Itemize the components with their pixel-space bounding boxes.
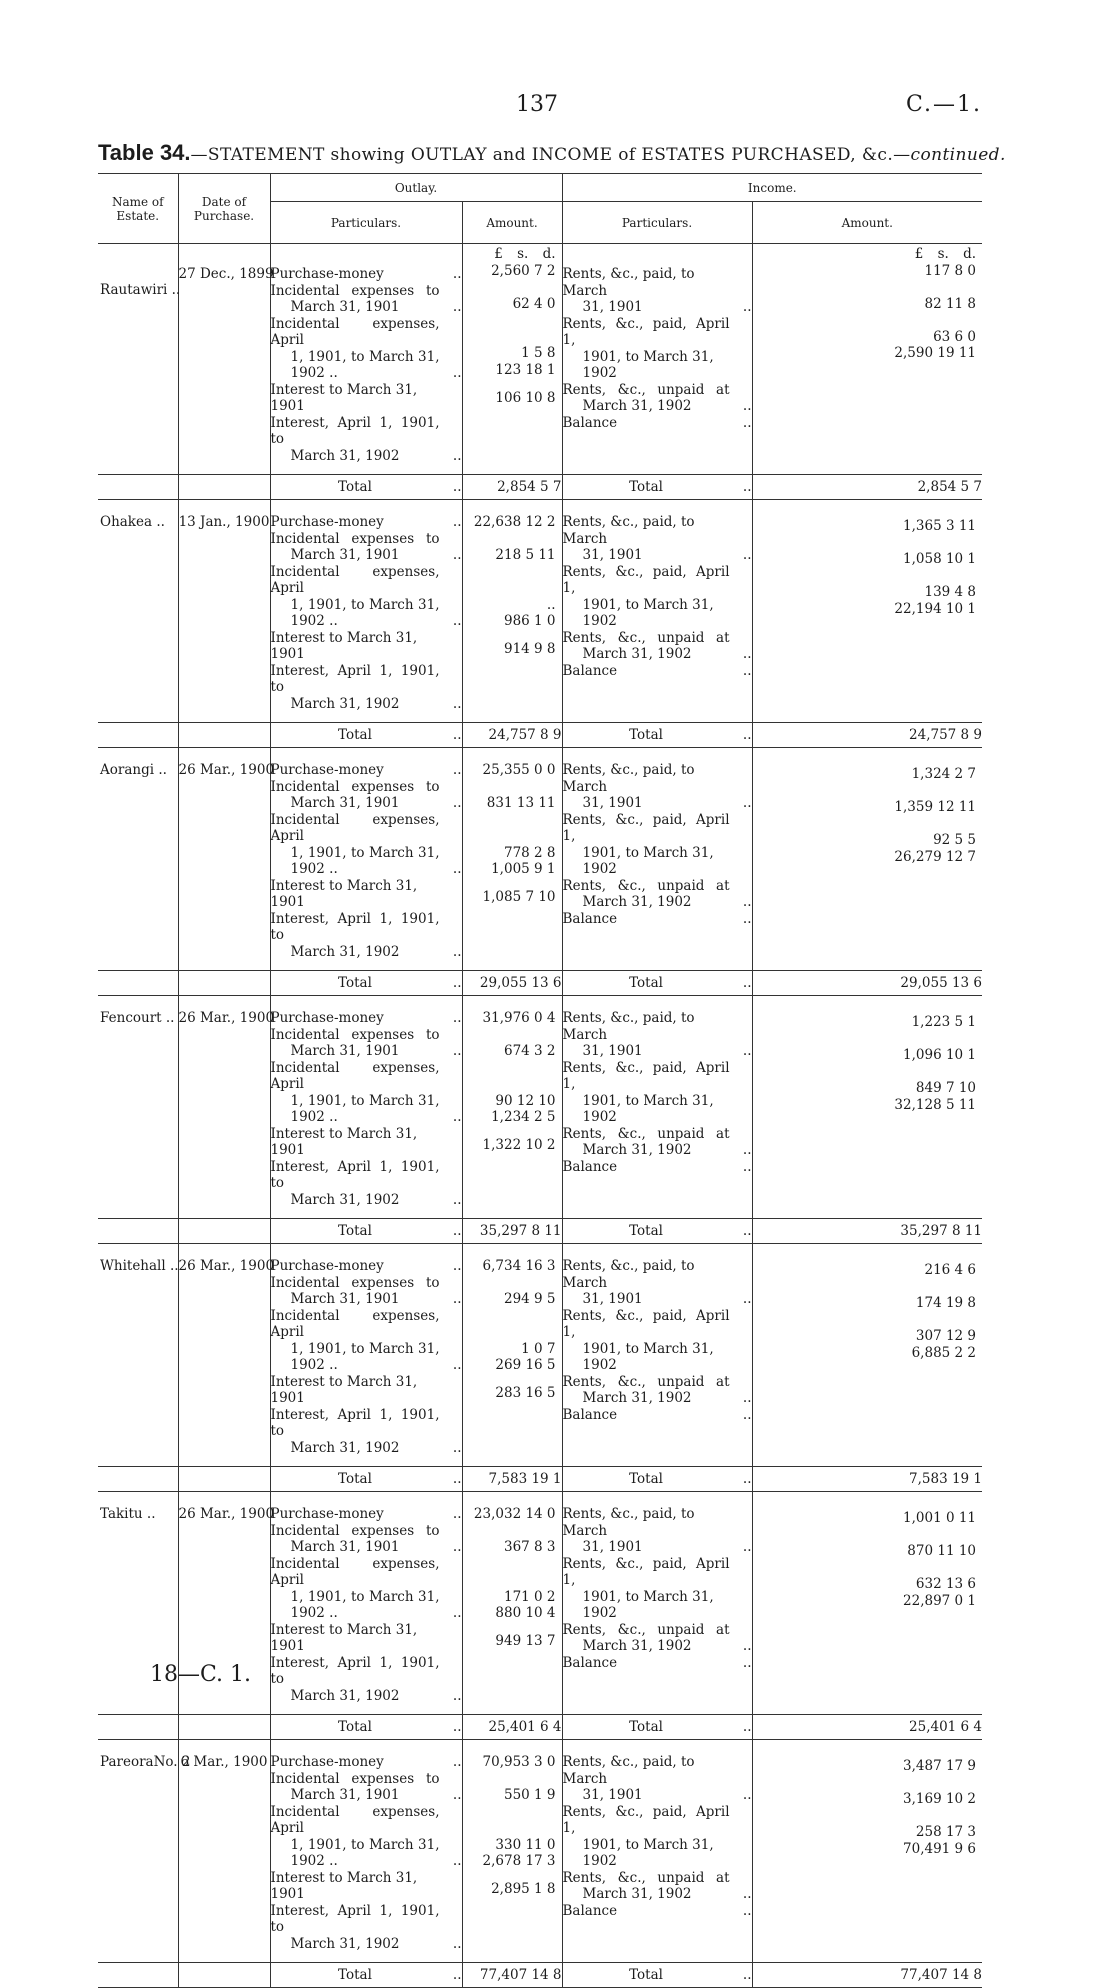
income-rents-paid-a-amount: 1,365 3 11 xyxy=(903,518,977,534)
income-rents-paid-a-amount: 216 4 6 xyxy=(924,1262,977,1278)
leader-dots: .. xyxy=(742,910,752,927)
incidental-b-label: Incidental expenses, April xyxy=(270,1555,440,1588)
balance-label: Balance .. xyxy=(562,1158,752,1175)
interest-a-label: Interest to March 31, 1901 xyxy=(270,381,418,414)
purchase-money-label: Purchase-money .. xyxy=(270,1258,462,1274)
outlay-interest-b-amount: 949 13 7 xyxy=(495,1633,556,1649)
total-label: Total xyxy=(629,1222,663,1239)
balance-label: Balance .. xyxy=(562,1406,752,1423)
total-label: Total xyxy=(629,1470,663,1487)
interest-a-label: Interest to March 31, 1901 xyxy=(270,877,418,910)
income-rents-paid-a-amount: 3,487 17 9 xyxy=(903,1758,977,1774)
leader-dots: .. xyxy=(452,1258,462,1274)
income-rents-paid-b-amount: 870 11 10 xyxy=(907,1543,977,1559)
leader-dots: .. xyxy=(742,1158,752,1175)
page-footer: 18—C. 1. xyxy=(150,1662,252,1687)
estate-row xyxy=(98,1252,982,1467)
estate-total-row: Total .. 25,401 6 4 Total .. 25,401 6 4 xyxy=(98,1715,982,1740)
balance-label: Balance .. xyxy=(562,662,752,679)
interest-b-label: Interest, April 1, 1901, to xyxy=(270,1902,440,1935)
total-label: Total xyxy=(629,1718,663,1735)
purchase-date: 13 Jan., 1900 xyxy=(178,514,270,530)
leader-dots: .. xyxy=(452,299,462,315)
leader-dots: .. xyxy=(452,762,462,778)
outlay-purchase-amount: 70,953 3 0 xyxy=(482,1754,556,1770)
leader-dots: .. xyxy=(452,1787,462,1803)
col-header-name: Name of Estate. xyxy=(98,174,178,244)
leader-dots: .. xyxy=(452,943,462,960)
col-group-outlay: Outlay. xyxy=(270,174,562,202)
total-label: Total xyxy=(338,974,372,991)
estate-name: Fencourt .. xyxy=(100,1010,175,1026)
total-label: Total xyxy=(338,1718,372,1735)
income-balance-amount: 32,128 5 11 xyxy=(894,1096,977,1113)
interest-b-label: Interest, April 1, 1901, to xyxy=(270,910,440,943)
incidental-a-label-2: March 31, 1901 .. xyxy=(290,299,462,315)
income-total-amount: 7,583 19 1 xyxy=(752,1467,982,1492)
rents-unpaid-label: Rents, &c., unpaid at xyxy=(562,1869,730,1886)
income-total-amount: 35,297 8 11 xyxy=(752,1219,982,1244)
incidental-a-label-2: March 31, 1901 .. xyxy=(290,1539,462,1555)
incidental-b-label-2: 1, 1901, to March 31, xyxy=(290,1092,440,1109)
interest-a-label: Interest to March 31, 1901 xyxy=(270,629,418,662)
leader-dots: .. xyxy=(452,266,462,282)
leader-dots: .. xyxy=(452,514,462,530)
total-label: Total xyxy=(629,478,663,495)
income-rents-unpaid-amount: 63 6 0 xyxy=(933,328,977,345)
total-label: Total xyxy=(629,974,663,991)
leader-dots: .. xyxy=(742,1902,752,1919)
total-label: Total xyxy=(338,726,372,743)
rents-paid-a-label: Rents, &c., paid, to March xyxy=(562,266,695,299)
currency-units: £ s. d. xyxy=(494,246,556,262)
income-rents-paid-a-amount: 1,001 0 11 xyxy=(903,1510,977,1526)
col-group-income: Income. xyxy=(562,174,982,202)
rents-unpaid-label: Rents, &c., unpaid at xyxy=(562,877,730,894)
incidental-b-label-3: 1902 .. .. xyxy=(290,1853,462,1869)
total-label: Total xyxy=(629,726,663,743)
income-rents-unpaid-amount: 632 13 6 xyxy=(915,1576,977,1592)
rents-paid-b-label-2: 1901, to March 31, 1902 xyxy=(582,1836,714,1869)
leader-dots: .. xyxy=(742,1390,752,1406)
incidental-a-label: Incidental expenses to xyxy=(270,1770,440,1787)
incidental-b-label-3: 1902 .. .. xyxy=(290,861,462,877)
leader-dots: .. xyxy=(742,662,752,679)
total-label: Total xyxy=(338,1966,372,1983)
income-rents-unpaid-amount: 849 7 10 xyxy=(915,1080,977,1096)
incidental-b-label-2: 1, 1901, to March 31, xyxy=(290,844,440,861)
leader-dots: .. xyxy=(452,1935,462,1952)
balance-label: Balance .. xyxy=(562,414,752,431)
rents-unpaid-label: Rents, &c., unpaid at xyxy=(562,629,730,646)
estate-row xyxy=(98,756,982,971)
outlay-total-amount: 35,297 8 11 xyxy=(462,1219,562,1244)
outlay-interest-a-amount: 269 16 5 xyxy=(495,1357,556,1373)
leader-dots: .. xyxy=(742,1291,752,1307)
outlay-purchase-amount: 23,032 14 0 xyxy=(473,1506,556,1522)
rents-paid-b-label: Rents, &c., paid, April 1, xyxy=(562,1059,730,1092)
rents-unpaid-label-2: March 31, 1902 .. xyxy=(582,894,752,910)
rents-paid-b-label-2: 1901, to March 31, 1902 xyxy=(582,1340,714,1373)
outlay-incidental-a-amount: 294 9 5 xyxy=(503,1291,556,1307)
incidental-a-label: Incidental expenses to xyxy=(270,530,440,547)
total-label: Total xyxy=(629,1966,663,1983)
rents-paid-b-label: Rents, &c., paid, April 1, xyxy=(562,1803,730,1836)
col-header-outlay-particulars: Particulars. xyxy=(270,202,462,244)
leader-dots: .. xyxy=(452,1043,462,1059)
table-caption: —STATEMENT showing OUTLAY and INCOME of ESTATES PURCHASED, &c.— xyxy=(190,145,911,165)
rents-paid-b-label: Rents, &c., paid, April 1, xyxy=(562,563,730,596)
estate-row xyxy=(98,1004,982,1219)
incidental-b-label-3: 1902 .. .. xyxy=(290,1109,462,1125)
income-balance-amount: 26,279 12 7 xyxy=(894,848,977,865)
income-balance-amount: 2,590 19 11 xyxy=(894,345,977,361)
leader-dots: .. xyxy=(742,547,752,563)
rents-paid-b-label: Rents, &c., paid, April 1, xyxy=(562,811,730,844)
estates-table xyxy=(98,173,982,1988)
outlay-incidental-b-amount: 1 0 7 xyxy=(521,1340,556,1357)
estate-name: Takitu .. xyxy=(100,1506,156,1522)
income-rents-unpaid-amount: 307 12 9 xyxy=(915,1328,977,1344)
estate-name: Aorangi .. xyxy=(100,762,167,778)
rents-paid-b-label-2: 1901, to March 31, 1902 xyxy=(582,1588,714,1621)
income-total-amount: 2,854 5 7 xyxy=(752,475,982,500)
rents-paid-a-label-2: 31, 1901 .. xyxy=(582,299,752,315)
outlay-purchase-amount: 25,355 0 0 xyxy=(482,762,556,778)
balance-label: Balance .. xyxy=(562,1902,752,1919)
incidental-b-label-3: 1902 .. .. xyxy=(290,1357,462,1373)
income-balance-amount: 6,885 2 2 xyxy=(911,1344,977,1361)
leader-dots: .. xyxy=(452,447,462,464)
col-header-outlay-amount: Amount. xyxy=(462,202,562,244)
purchase-money-label: Purchase-money .. xyxy=(270,266,462,282)
interest-b-label: Interest, April 1, 1901, to xyxy=(270,1654,440,1687)
document-reference: C.—1. xyxy=(906,92,983,117)
outlay-interest-b-amount: 2,895 1 8 xyxy=(491,1881,556,1897)
col-header-date: Date of Purchase. xyxy=(178,174,270,244)
outlay-total-amount: 7,583 19 1 xyxy=(462,1467,562,1492)
outlay-interest-b-amount: 1,085 7 10 xyxy=(482,889,556,905)
purchase-date: 26 Mar., 1900 xyxy=(178,1506,275,1522)
rents-paid-b-label-2: 1901, to March 31, 1902 xyxy=(582,1092,714,1125)
estate-name: Rautawiri .. xyxy=(100,282,181,298)
income-rents-paid-b-amount: 3,169 10 2 xyxy=(903,1791,977,1807)
leader-dots: .. xyxy=(452,1439,462,1456)
rents-paid-a-label-2: 31, 1901 .. xyxy=(582,1787,752,1803)
interest-b-label-2: March 31, 1902 .. xyxy=(290,943,462,960)
income-total-amount: 24,757 8 9 xyxy=(752,723,982,748)
income-balance-amount: 70,491 9 6 xyxy=(903,1840,977,1857)
total-label: Total xyxy=(338,478,372,495)
leader-dots: .. xyxy=(742,1638,752,1654)
incidental-a-label: Incidental expenses to xyxy=(270,282,440,299)
outlay-incidental-b-amount: 171 0 2 xyxy=(503,1588,556,1605)
purchase-money-label: Purchase-money .. xyxy=(270,514,462,530)
outlay-interest-b-amount: 106 10 8 xyxy=(495,389,556,406)
estate-total-row: Total .. 29,055 13 6 Total .. 29,055 13 6 xyxy=(98,971,982,996)
leader-dots: .. xyxy=(742,1142,752,1158)
interest-b-label: Interest, April 1, 1901, to xyxy=(270,414,440,447)
leader-dots: .. xyxy=(452,1687,462,1704)
currency-units: £ s. d. xyxy=(914,246,977,262)
interest-b-label: Interest, April 1, 1901, to xyxy=(270,662,440,695)
income-balance-amount: 22,194 10 1 xyxy=(894,600,977,617)
incidental-a-label-2: March 31, 1901 .. xyxy=(290,547,462,563)
outlay-incidental-b-amount: .. xyxy=(546,596,556,613)
rents-paid-b-label-2: 1901, to March 31, 1902 xyxy=(582,844,714,877)
income-rents-unpaid-amount: 92 5 5 xyxy=(933,832,977,848)
outlay-interest-b-amount: 1,322 10 2 xyxy=(482,1137,556,1153)
leader-dots: .. xyxy=(742,1886,752,1902)
purchase-date: 26 Mar., 1900 xyxy=(178,762,275,778)
incidental-a-label: Incidental expenses to xyxy=(270,778,440,795)
outlay-incidental-a-amount: 674 3 2 xyxy=(503,1043,556,1059)
income-rents-paid-b-amount: 1,096 10 1 xyxy=(903,1047,977,1063)
incidental-b-label-3: 1902 .. .. xyxy=(290,1605,462,1621)
interest-b-label-2: March 31, 1902 .. xyxy=(290,1687,462,1704)
purchase-money-label: Purchase-money .. xyxy=(270,1010,462,1026)
table-number: Table 34. xyxy=(98,140,191,165)
balance-label: Balance .. xyxy=(562,1654,752,1671)
incidental-b-label: Incidental expenses, April xyxy=(270,315,440,348)
outlay-total-amount: 25,401 6 4 xyxy=(462,1715,562,1740)
rents-unpaid-label: Rents, &c., unpaid at xyxy=(562,1373,730,1390)
rents-unpaid-label-2: March 31, 1902 .. xyxy=(582,1390,752,1406)
incidental-a-label: Incidental expenses to xyxy=(270,1274,440,1291)
leader-dots: .. xyxy=(742,1787,752,1803)
incidental-a-label: Incidental expenses to xyxy=(270,1522,440,1539)
outlay-incidental-a-amount: 62 4 0 xyxy=(512,295,556,312)
leader-dots: .. xyxy=(742,1539,752,1555)
leader-dots: .. xyxy=(452,695,462,712)
rents-paid-a-label-2: 31, 1901 .. xyxy=(582,547,752,563)
leader-dots: .. xyxy=(742,795,752,811)
leader-dots: .. xyxy=(742,398,752,414)
estate-name: Ohakea .. xyxy=(100,514,165,530)
estate-total-row: Total .. 77,407 14 8 Total .. 77,407 14 8 xyxy=(98,1963,982,1988)
rents-paid-a-label-2: 31, 1901 .. xyxy=(582,1291,752,1307)
outlay-interest-b-amount: 283 16 5 xyxy=(495,1385,556,1401)
incidental-b-label-2: 1, 1901, to March 31, xyxy=(290,1588,440,1605)
leader-dots: .. xyxy=(452,1539,462,1555)
incidental-b-label-2: 1, 1901, to March 31, xyxy=(290,596,440,613)
rents-unpaid-label-2: March 31, 1902 .. xyxy=(582,398,752,414)
purchase-money-label: Purchase-money .. xyxy=(270,762,462,778)
outlay-incidental-a-amount: 367 8 3 xyxy=(503,1539,556,1555)
total-label: Total xyxy=(338,1222,372,1239)
outlay-incidental-a-amount: 831 13 11 xyxy=(486,795,556,811)
interest-a-label: Interest to March 31, 1901 xyxy=(270,1869,418,1902)
incidental-b-label: Incidental expenses, April xyxy=(270,1803,440,1836)
rents-paid-b-label: Rents, &c., paid, April 1, xyxy=(562,315,730,348)
interest-a-label: Interest to March 31, 1901 xyxy=(270,1621,418,1654)
rents-paid-b-label: Rents, &c., paid, April 1, xyxy=(562,1307,730,1340)
interest-b-label-2: March 31, 1902 .. xyxy=(290,1935,462,1952)
rents-paid-a-label-2: 31, 1901 .. xyxy=(582,1539,752,1555)
incidental-b-label-2: 1, 1901, to March 31, xyxy=(290,348,440,365)
outlay-incidental-b-amount: 1 5 8 xyxy=(521,345,556,361)
estate-row xyxy=(98,1748,982,1963)
outlay-interest-a-amount: 1,234 2 5 xyxy=(491,1109,556,1125)
col-header-income-particulars: Particulars. xyxy=(562,202,752,244)
outlay-interest-a-amount: 986 1 0 xyxy=(503,613,556,629)
leader-dots: .. xyxy=(742,299,752,315)
outlay-purchase-amount: 31,976 0 4 xyxy=(482,1010,556,1026)
outlay-incidental-a-amount: 550 1 9 xyxy=(503,1787,556,1803)
income-rents-paid-b-amount: 1,058 10 1 xyxy=(903,551,977,567)
leader-dots: .. xyxy=(452,795,462,811)
leader-dots: .. xyxy=(742,646,752,662)
purchase-date: 26 Mar., 1900 xyxy=(178,1010,275,1026)
rents-paid-a-label-2: 31, 1901 .. xyxy=(582,795,752,811)
income-rents-paid-b-amount: 174 19 8 xyxy=(915,1295,977,1311)
incidental-a-label-2: March 31, 1901 .. xyxy=(290,1291,462,1307)
outlay-interest-a-amount: 123 18 1 xyxy=(495,361,556,378)
purchase-money-label: Purchase-money .. xyxy=(270,1754,462,1770)
outlay-incidental-b-amount: 330 11 0 xyxy=(495,1836,556,1853)
estate-row xyxy=(98,508,982,723)
estate-total-row: Total .. 2,854 5 7 Total .. 2,854 5 7 xyxy=(98,475,982,500)
interest-a-label: Interest to March 31, 1901 xyxy=(270,1125,418,1158)
incidental-b-label-3: 1902 .. .. xyxy=(290,365,462,381)
rents-unpaid-label-2: March 31, 1902 .. xyxy=(582,646,752,662)
leader-dots: .. xyxy=(452,1754,462,1770)
estate-row xyxy=(98,244,982,475)
income-rents-paid-a-amount: 1,324 2 7 xyxy=(911,766,977,782)
outlay-incidental-b-amount: 90 12 10 xyxy=(495,1092,556,1109)
interest-a-label: Interest to March 31, 1901 xyxy=(270,1373,418,1406)
incidental-b-label: Incidental expenses, April xyxy=(270,811,440,844)
incidental-b-label: Incidental expenses, April xyxy=(270,1307,440,1340)
income-balance-amount: 22,897 0 1 xyxy=(903,1592,977,1609)
leader-dots: .. xyxy=(742,414,752,431)
outlay-interest-a-amount: 1,005 9 1 xyxy=(491,861,556,877)
income-rents-paid-a-amount: 1,223 5 1 xyxy=(911,1014,977,1030)
page-number: 137 xyxy=(516,92,558,117)
outlay-total-amount: 24,757 8 9 xyxy=(462,723,562,748)
outlay-incidental-b-amount: 778 2 8 xyxy=(503,844,556,861)
estate-name: Whitehall .. xyxy=(100,1258,179,1274)
outlay-incidental-a-amount: 218 5 11 xyxy=(495,547,556,563)
income-total-amount: 25,401 6 4 xyxy=(752,1715,982,1740)
income-rents-paid-b-amount: 1,359 12 11 xyxy=(894,799,977,815)
rents-paid-a-label: Rents, &c., paid, to March xyxy=(562,514,695,547)
leader-dots: .. xyxy=(742,1043,752,1059)
rents-paid-a-label: Rents, &c., paid, to March xyxy=(562,1258,695,1291)
incidental-a-label: Incidental expenses to xyxy=(270,1026,440,1043)
outlay-interest-b-amount: 914 9 8 xyxy=(503,641,556,657)
outlay-interest-a-amount: 880 10 4 xyxy=(495,1605,556,1621)
incidental-b-label-2: 1, 1901, to March 31, xyxy=(290,1836,440,1853)
leader-dots: .. xyxy=(742,1654,752,1671)
interest-b-label: Interest, April 1, 1901, to xyxy=(270,1158,440,1191)
incidental-a-label-2: March 31, 1901 .. xyxy=(290,1043,462,1059)
purchase-date: 27 Dec., 1899 xyxy=(178,266,274,282)
outlay-purchase-amount: 22,638 12 2 xyxy=(473,514,556,530)
incidental-b-label: Incidental expenses, April xyxy=(270,1059,440,1092)
table-title xyxy=(98,140,1006,166)
rents-unpaid-label-2: March 31, 1902 .. xyxy=(582,1142,752,1158)
outlay-total-amount: 2,854 5 7 xyxy=(462,475,562,500)
purchase-date: 6 Mar., 1900 xyxy=(180,1754,268,1770)
rents-unpaid-label: Rents, &c., unpaid at xyxy=(562,1621,730,1638)
estate-total-row: Total .. 24,757 8 9 Total .. 24,757 8 9 xyxy=(98,723,982,748)
outlay-purchase-amount: 6,734 16 3 xyxy=(482,1258,556,1274)
leader-dots: .. xyxy=(452,547,462,563)
rents-unpaid-label-2: March 31, 1902 .. xyxy=(582,1638,752,1654)
rents-paid-b-label-2: 1901, to March 31, 1902 xyxy=(582,596,714,629)
interest-b-label-2: March 31, 1902 .. xyxy=(290,447,462,464)
rents-paid-a-label-2: 31, 1901 .. xyxy=(582,1043,752,1059)
leader-dots: .. xyxy=(452,1291,462,1307)
purchase-money-label: Purchase-money .. xyxy=(270,1506,462,1522)
total-label: Total xyxy=(338,1470,372,1487)
rents-paid-a-label: Rents, &c., paid, to March xyxy=(562,1010,695,1043)
interest-b-label-2: March 31, 1902 .. xyxy=(290,1191,462,1208)
estate-total-row: Total .. 7,583 19 1 Total .. 7,583 19 1 xyxy=(98,1467,982,1492)
income-total-amount: 29,055 13 6 xyxy=(752,971,982,996)
interest-b-label-2: March 31, 1902 .. xyxy=(290,695,462,712)
outlay-total-amount: 29,055 13 6 xyxy=(462,971,562,996)
balance-label: Balance .. xyxy=(562,910,752,927)
income-rents-unpaid-amount: 258 17 3 xyxy=(915,1824,977,1840)
estate-name: PareoraNo. 2 xyxy=(100,1754,191,1770)
income-rents-paid-a-amount: 117 8 0 xyxy=(924,262,977,279)
interest-b-label-2: March 31, 1902 .. xyxy=(290,1439,462,1456)
incidental-b-label-2: 1, 1901, to March 31, xyxy=(290,1340,440,1357)
table-continued: continued. xyxy=(910,145,1006,165)
incidental-a-label-2: March 31, 1901 .. xyxy=(290,795,462,811)
leader-dots: .. xyxy=(742,894,752,910)
rents-unpaid-label: Rents, &c., unpaid at xyxy=(562,381,730,398)
purchase-date: 26 Mar., 1900 xyxy=(178,1258,275,1274)
incidental-a-label-2: March 31, 1901 .. xyxy=(290,1787,462,1803)
outlay-purchase-amount: 2,560 7 2 xyxy=(491,262,556,279)
leader-dots: .. xyxy=(452,1010,462,1026)
leader-dots: .. xyxy=(452,1506,462,1522)
estate-total-row: Total .. 35,297 8 11 Total .. 35,297 8 11 xyxy=(98,1219,982,1244)
rents-paid-a-label: Rents, &c., paid, to March xyxy=(562,1506,695,1539)
rents-unpaid-label-2: March 31, 1902 .. xyxy=(582,1886,752,1902)
rents-paid-b-label-2: 1901, to March 31, 1902 xyxy=(582,348,714,381)
income-rents-paid-b-amount: 82 11 8 xyxy=(924,295,977,312)
outlay-interest-a-amount: 2,678 17 3 xyxy=(482,1853,556,1869)
rents-unpaid-label: Rents, &c., unpaid at xyxy=(562,1125,730,1142)
rents-paid-a-label: Rents, &c., paid, to March xyxy=(562,762,695,795)
rents-paid-b-label: Rents, &c., paid, April 1, xyxy=(562,1555,730,1588)
incidental-b-label: Incidental expenses, April xyxy=(270,563,440,596)
incidental-b-label-3: 1902 .. .. xyxy=(290,613,462,629)
income-rents-unpaid-amount: 139 4 8 xyxy=(924,584,977,600)
interest-b-label: Interest, April 1, 1901, to xyxy=(270,1406,440,1439)
leader-dots: .. xyxy=(452,1191,462,1208)
rents-paid-a-label: Rents, &c., paid, to March xyxy=(562,1754,695,1787)
income-total-amount: 77,407 14 8 xyxy=(752,1963,982,1988)
outlay-total-amount: 77,407 14 8 xyxy=(462,1963,562,1988)
col-header-income-amount: Amount. xyxy=(752,202,982,244)
leader-dots: .. xyxy=(742,1406,752,1423)
